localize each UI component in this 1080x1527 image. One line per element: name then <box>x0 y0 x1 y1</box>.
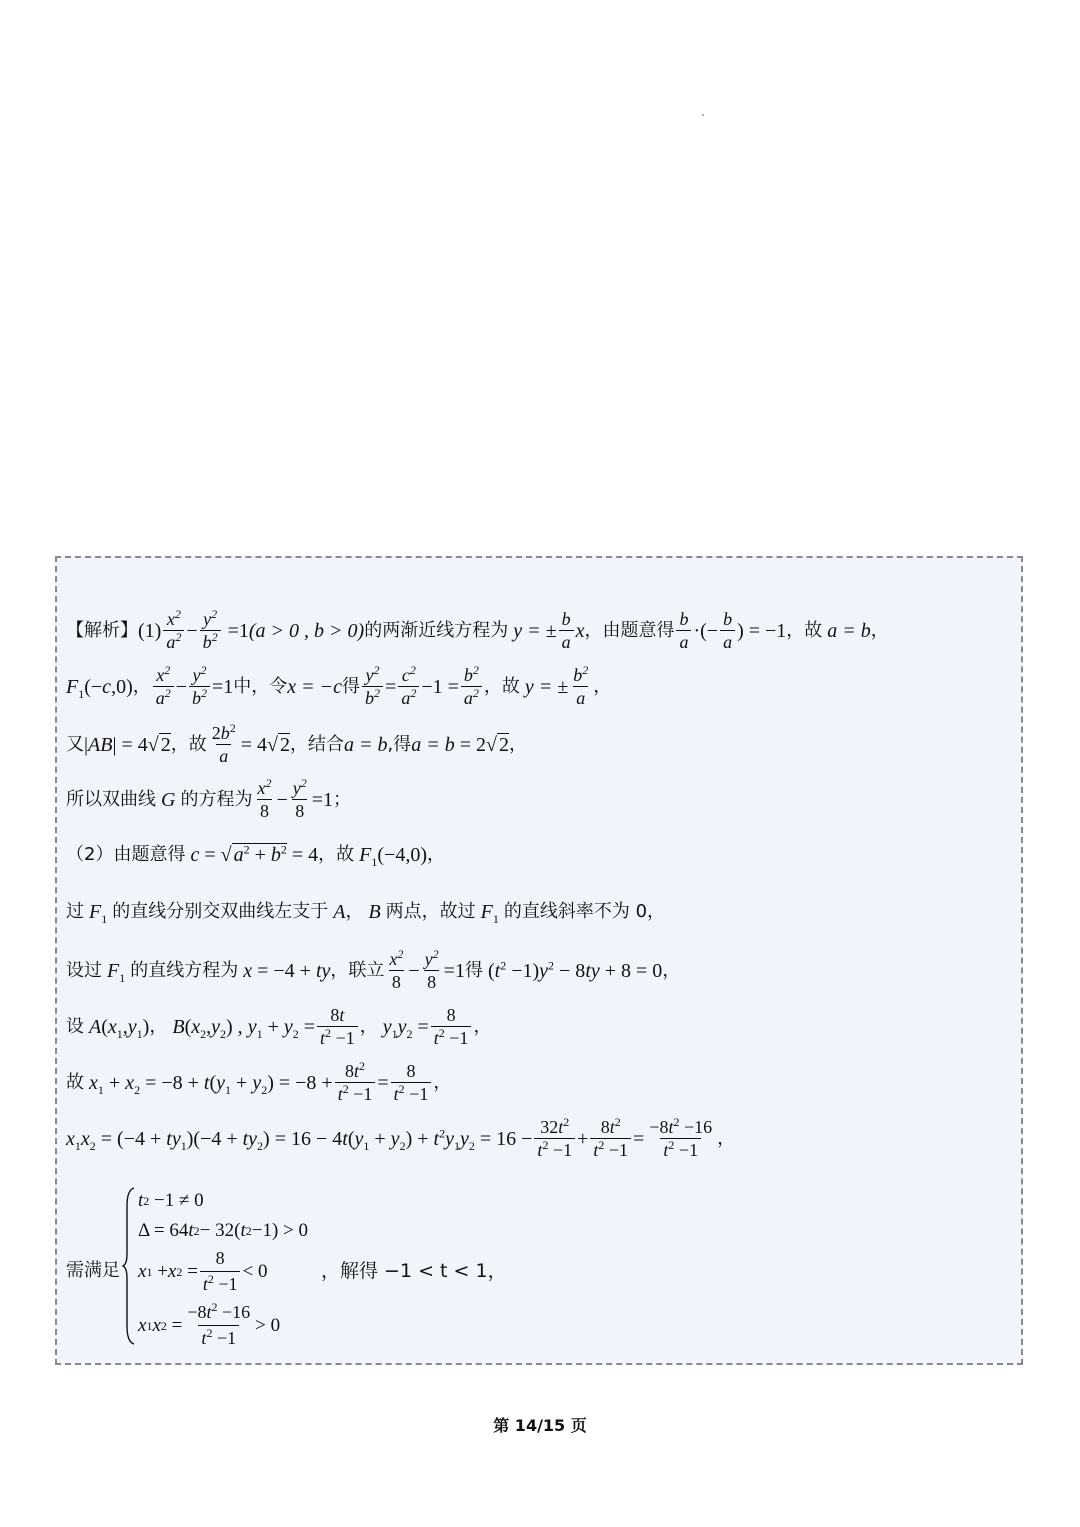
text: ， <box>870 619 889 641</box>
solution-line-3: 又 |AB| = 4√ 2 ，故 $\frac{2b^2}{a}$ = 4√ 2 ，结合 a = b ,得 a = b = 2√ 2 ， <box>66 721 527 766</box>
fraction: $\frac{b}{a}$ <box>559 610 574 651</box>
text: ， <box>149 1015 168 1037</box>
fraction: $\frac{8t^2}{t^2 -1}$ <box>590 1118 631 1159</box>
text: 故 <box>66 1071 84 1093</box>
solution-line-4: 所以双曲线 G 的方程为 $\frac{x^2}{8}$ − $\frac{y^2}{8}$ =1 ； <box>66 776 352 821</box>
text: 得 <box>464 959 483 981</box>
text: 的直线斜率不为 0， <box>503 901 666 922</box>
fraction: $\frac{x^2}{a^2}$ <box>153 666 174 707</box>
fraction: $\frac{b^2}{a}$ <box>573 663 589 708</box>
fraction: $\frac{y^2}{b^2}$ <box>362 666 383 707</box>
fraction: $\frac{2b^2}{a}$ <box>211 721 236 766</box>
text: 得 <box>342 675 361 697</box>
system-label: 需满足 <box>66 1260 120 1281</box>
solution-line-7: 设过 $F_1$ 的直线方程为 x = −4 + ty ，联立 $\frac{x^2}{8}$ − $\frac{y^2}{8}$ =1 得 $(t^2 -1)y^2 - 8ty + 8 = 0$ ， <box>66 947 681 992</box>
text: 的两渐近线方程为 <box>364 619 509 641</box>
text: ， <box>662 959 681 981</box>
solution-line-6: 过 $F_1$ 的直线分别交双曲线左支于 A ， B 两点，故过 $F_1$ 的直线斜率不为 0， <box>66 901 666 926</box>
fraction: $\frac{-8t^2 -16}{t^2 -1}$ <box>649 1115 713 1160</box>
fraction: $\frac{y^2}{8}$ <box>424 947 439 992</box>
page-number: 第 14/15 页 <box>493 1416 587 1435</box>
text: ， <box>433 1071 452 1093</box>
text: 的直线分别交双曲线左支于 <box>112 901 329 922</box>
text: ， <box>509 733 527 755</box>
part-number: (1) <box>138 619 162 642</box>
text: （2）由题意得 <box>66 844 186 865</box>
fraction: $\frac{8}{t^2 -1}$ <box>391 1062 432 1103</box>
solution-line-1: 【解析】 (1) $\frac{x^2}{a^2}$ − $\frac{y^2}{b^2}$ =1 (a > 0 , b > 0) 的两渐近线方程为 y = ± $\frac{b}{a}$ x ，由题意得 $\frac{b}{a}$ ·(− $\frac{b}{a}$ ) = −1 ，故 a = b ， <box>66 607 889 652</box>
text: ， <box>427 844 445 865</box>
fraction: $\frac{x^2}{a^2}$ <box>163 610 184 651</box>
text: ，故 <box>483 675 520 697</box>
solution-line-10: $x_1x_2 = (-4 + ty_1)(-4 + ty_2) = 16 - 4t(y_1 + y_2) + t^2y_1y_2 = 16$ − $\frac{32t^2}{t^2 -1}$ + $\frac{8t^2}{t^2 -1}$ = $\frac{-8t^2 -16}{t^2 -1}$ ， <box>66 1115 736 1160</box>
fraction: $\frac{b}{a}$ <box>720 610 735 651</box>
text: ，故 <box>786 619 823 641</box>
analysis-label: 【解析】 <box>66 619 138 641</box>
fraction: $\frac{y^2}{b^2}$ <box>189 666 210 707</box>
text: ， <box>345 901 364 922</box>
text: 设 <box>66 1015 84 1037</box>
text: 两点，故过 <box>385 901 476 922</box>
text: 的直线方程为 <box>130 959 239 981</box>
text: 中，令 <box>233 675 288 697</box>
text: ，故 <box>318 844 355 865</box>
inequality-system: 需满足 t 2 −1 ≠ 0 Δ = 64 t 2 − 32( t 2 −1) > 0 x 1 + x 2 = $\frac{8}{t^2 -1}$ < 0 x 1 x 2 = $\frac{-8t^2 -16}{t^2 -1}$ > 0 ，解得 −1 < t < 1， <box>66 1186 866 1346</box>
text: 设过 <box>66 959 102 981</box>
condition: (a > 0 , b > 0) <box>248 619 365 642</box>
solution-line-2: $F_1(-c,0)$ ， $\frac{x^2}{a^2}$ − $\frac{y^2}{b^2}$ =1 中，令 x = −c 得 $\frac{y^2}{b^2}$ = $\frac{c^2}{a^2}$ −1 = $\frac{b^2}{a^2}$ ，故 y = ± $\frac{b^2}{a}$ ， <box>66 663 612 708</box>
fraction: $\frac{8t^2}{t^2 -1}$ <box>335 1062 376 1103</box>
scan-dot <box>702 114 704 116</box>
left-brace <box>122 1186 136 1346</box>
system-result: ，解得 −1 < t < 1， <box>321 1260 507 1282</box>
text: ， <box>717 1127 736 1149</box>
solution-line-5: （2）由题意得 c = √ $a^2 + b^2 = 4$ ，故 $F_1(-4,0)$ ， <box>66 842 445 869</box>
text: 过 <box>66 901 84 922</box>
text: 所以双曲线 <box>66 788 156 810</box>
solution-line-9: 故 $x_1 + x_2 = -8 + t(y_1 + y_2) = -8$ + $\frac{8t^2}{t^2 -1}$ = $\frac{8}{t^2 -1}$ ， <box>66 1059 452 1104</box>
fraction: $\frac{b^2}{a^2}$ <box>461 666 482 707</box>
fraction: $\frac{y^2}{b^2}$ <box>200 610 221 651</box>
text: ； <box>333 788 352 810</box>
text: ，故 <box>170 733 207 755</box>
text: ，结合 <box>290 733 344 755</box>
fraction: $\frac{x^2}{8}$ <box>257 776 272 821</box>
fraction: $\frac{b}{a}$ <box>676 610 691 651</box>
fraction: $\frac{8}{t^2 -1}$ <box>431 1006 472 1047</box>
text: ， <box>593 675 612 697</box>
text: ，联立 <box>330 959 385 981</box>
text: 的方程为 <box>180 788 253 810</box>
fraction: $\frac{y^2}{8}$ <box>292 776 307 821</box>
text: ， <box>473 1015 492 1037</box>
fraction: $\frac{x^2}{8}$ <box>389 947 404 992</box>
fraction: $\frac{c^2}{a^2}$ <box>398 666 419 707</box>
text: ,得 <box>387 733 412 755</box>
fraction: $\frac{8t}{t^2 -1}$ <box>317 1006 358 1047</box>
solution-line-8: 设 $A(x_1,y_1)$ ， $B(x_2,y_2)$ , $y_1 + y_2$ = $\frac{8t}{t^2 -1}$ ， $y_1y_2$ = $\frac{8}{t^2 -1}$ ， <box>66 1005 492 1048</box>
fraction: $\frac{32t^2}{t^2 -1}$ <box>534 1118 575 1159</box>
text: ， <box>132 675 151 697</box>
text: ， <box>359 1015 378 1037</box>
text: 又 <box>66 733 84 755</box>
text: ，由题意得 <box>584 619 675 641</box>
